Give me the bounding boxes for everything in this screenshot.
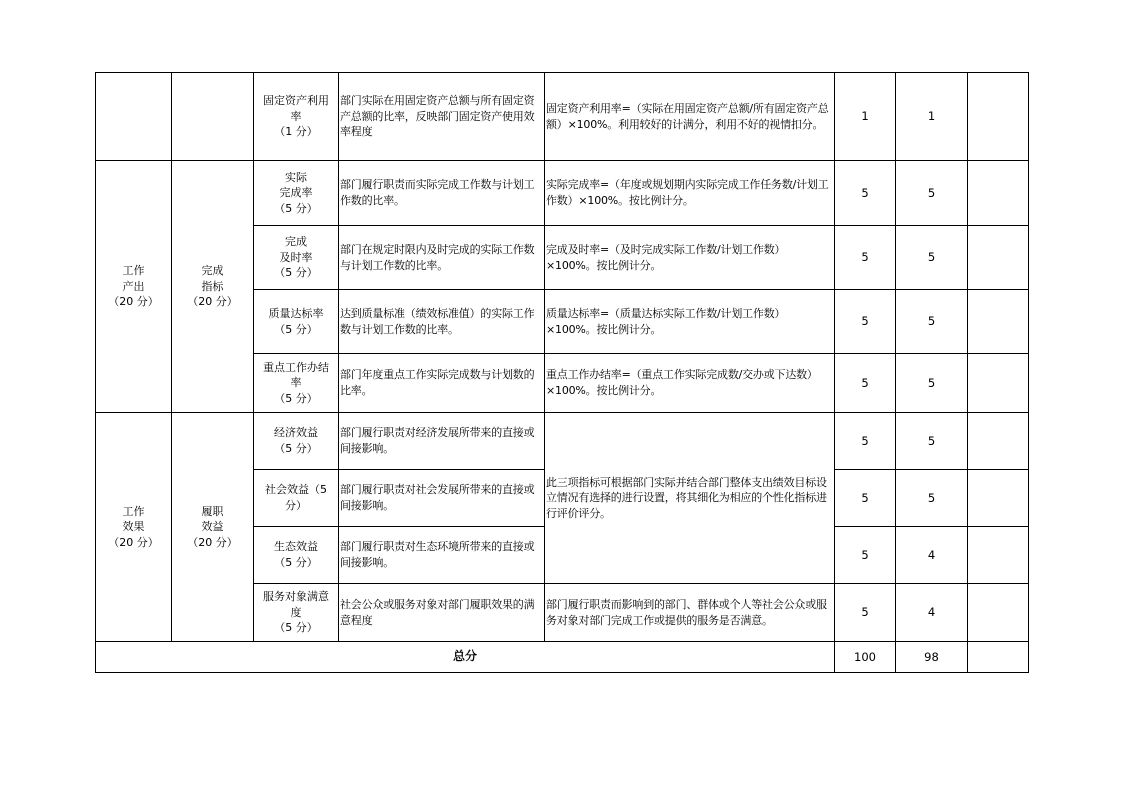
- definition-cell: 达到质量标准（绩效标准值）的实际工作数与计划工作数的比率。: [339, 290, 545, 354]
- score-cell: 1: [896, 73, 968, 161]
- level2-indicator-benefit: 履职 效益 （20 分）: [172, 413, 254, 642]
- score-cell: 5: [896, 413, 968, 470]
- max-score-cell: 5: [835, 354, 896, 413]
- definition-cell: 社会公众或服务对象对部门履职效果的满意程度: [339, 584, 545, 642]
- indicator-cell: 服务对象满意 度 （5 分）: [254, 584, 339, 642]
- remark-cell: [968, 413, 1029, 470]
- table-row: [96, 161, 1029, 226]
- remark-cell: [968, 354, 1029, 413]
- indicator-cell: 完成 及时率 （5 分）: [254, 226, 339, 290]
- definition-cell: 部门实际在用固定资产总额与所有固定资产总额的比率，反映部门固定资产使用效率程度: [339, 73, 545, 161]
- indicator-cell: 社会效益（5 分）: [254, 470, 339, 527]
- remark-cell: [968, 470, 1029, 527]
- remark-cell: [968, 584, 1029, 642]
- max-score-cell: 1: [835, 73, 896, 161]
- formula-cell: 部门履行职责而影响到的部门、群体或个人等社会公众或服务对象对部门完成工作或提供的服务是否满意。: [545, 584, 835, 642]
- indicator-cell: 经济效益 （5 分）: [254, 413, 339, 470]
- level2-cell-empty: [172, 73, 254, 161]
- level2-indicator-completion: 完成 指标 （20 分）: [172, 161, 254, 413]
- table-row: [96, 73, 1029, 161]
- indicator-cell: 生态效益 （5 分）: [254, 527, 339, 584]
- total-score: 98: [896, 642, 968, 673]
- max-score-cell: 5: [835, 413, 896, 470]
- definition-cell: 部门履行职责而实际完成工作数与计划工作数的比率。: [339, 161, 545, 226]
- score-cell: 5: [896, 226, 968, 290]
- remark-cell: [968, 161, 1029, 226]
- level1-cell-empty: [96, 73, 172, 161]
- score-cell: 4: [896, 584, 968, 642]
- indicator-cell: 固定资产利用 率 （1 分）: [254, 73, 339, 161]
- max-score-cell: 5: [835, 290, 896, 354]
- formula-cell: 固定资产利用率=（实际在用固定资产总额/所有固定资产总额）×100%。利用较好的计满分，利用不好的视情扣分。: [545, 73, 835, 161]
- indicator-cell: 重点工作办结 率 （5 分）: [254, 354, 339, 413]
- score-cell: 4: [896, 527, 968, 584]
- remark-cell: [968, 290, 1029, 354]
- formula-cell: 实际完成率=（年度或规划期内实际完成工作任务数/计划工作数）×100%。按比例计分。: [545, 161, 835, 226]
- score-cell: 5: [896, 161, 968, 226]
- formula-cell: 质量达标率=（质量达标实际工作数/计划工作数）×100%。按比例计分。: [545, 290, 835, 354]
- definition-cell: 部门履行职责对社会发展所带来的直接或间接影响。: [339, 470, 545, 527]
- definition-cell: 部门履行职责对经济发展所带来的直接或间接影响。: [339, 413, 545, 470]
- remark-cell: [968, 527, 1029, 584]
- evaluation-score-table: [95, 72, 1029, 673]
- shared-formula-cell: 此三项指标可根据部门实际并结合部门整体支出绩效目标设立情况有选择的进行设置，将其细化为相应的个性化指标进行评价评分。: [545, 413, 835, 584]
- indicator-cell: 质量达标率 （5 分）: [254, 290, 339, 354]
- score-cell: 5: [896, 290, 968, 354]
- indicator-cell: 实际 完成率 （5 分）: [254, 161, 339, 226]
- formula-cell: 重点工作办结率=（重点工作实际完成数/交办或下达数）×100%。按比例计分。: [545, 354, 835, 413]
- total-remark: [968, 642, 1029, 673]
- total-row: [96, 642, 1029, 673]
- max-score-cell: 5: [835, 161, 896, 226]
- max-score-cell: 5: [835, 584, 896, 642]
- formula-cell: 完成及时率=（及时完成实际工作数/计划工作数）×100%。按比例计分。: [545, 226, 835, 290]
- definition-cell: 部门在规定时限内及时完成的实际工作数与计划工作数的比率。: [339, 226, 545, 290]
- definition-cell: 部门履行职责对生态环境所带来的直接或间接影响。: [339, 527, 545, 584]
- score-cell: 5: [896, 354, 968, 413]
- max-score-cell: 5: [835, 470, 896, 527]
- score-cell: 5: [896, 470, 968, 527]
- table-row: [96, 413, 1029, 470]
- total-label: 总分: [96, 642, 835, 673]
- total-max-score: 100: [835, 642, 896, 673]
- remark-cell: [968, 73, 1029, 161]
- definition-cell: 部门年度重点工作实际完成数与计划数的比率。: [339, 354, 545, 413]
- level1-indicator-effect: 工作 效果 （20 分）: [96, 413, 172, 642]
- max-score-cell: 5: [835, 226, 896, 290]
- level1-indicator-output: 工作 产出 （20 分）: [96, 161, 172, 413]
- remark-cell: [968, 226, 1029, 290]
- max-score-cell: 5: [835, 527, 896, 584]
